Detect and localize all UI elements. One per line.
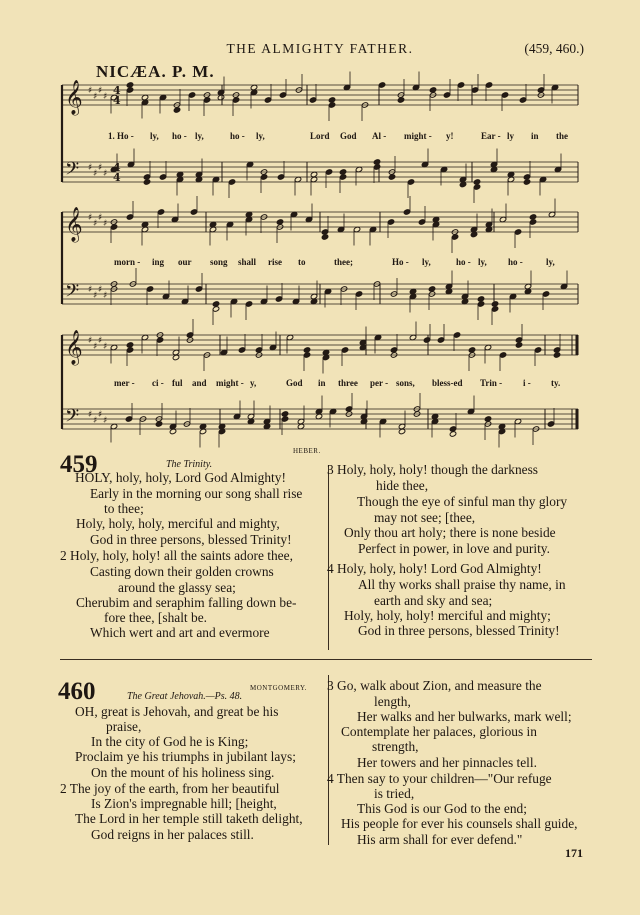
hymn-460-verse-line: On the mount of his holiness sing. bbox=[91, 765, 275, 780]
note-head bbox=[499, 352, 506, 358]
hymn-459-verse-line: HOLY, holy, holy, Lord God Almighty! bbox=[75, 470, 286, 485]
lyric-syllable: i - bbox=[523, 378, 531, 388]
hymn-460-verse-line: Her walks and her bulwarks, mark well; bbox=[357, 709, 572, 724]
lyric-syllable: ho - bbox=[456, 257, 471, 267]
lyric-syllable: ly bbox=[507, 131, 515, 141]
treble-clef-icon: 𝄞 bbox=[65, 330, 83, 365]
note-head bbox=[443, 92, 450, 98]
hymn-460-verse-line: Contemplate her palaces, glorious in bbox=[341, 724, 537, 739]
hymn-459-verse-line: 2 Holy, holy, holy! all the saints adore thee, bbox=[60, 548, 293, 563]
page-number: 171 bbox=[565, 846, 583, 860]
note-head bbox=[514, 229, 521, 235]
lyric-syllable: per - bbox=[370, 378, 389, 388]
lyric-syllable: the bbox=[556, 131, 568, 141]
sharp-sign-icon: ♯ bbox=[88, 410, 93, 420]
note-head bbox=[110, 224, 117, 230]
note-head bbox=[485, 82, 492, 88]
note-head bbox=[378, 82, 385, 88]
note-head bbox=[457, 82, 464, 88]
lyric-syllable: God bbox=[340, 131, 357, 141]
hymn-459-verse-line: 3 Holy, holy, holy! though the darkness bbox=[327, 462, 538, 477]
lyric-syllable: ing bbox=[152, 257, 165, 267]
note-head bbox=[339, 174, 346, 180]
note-head bbox=[423, 337, 430, 343]
sharp-sign-icon: ♯ bbox=[93, 291, 98, 301]
lyric-syllable: to bbox=[298, 257, 306, 267]
note-head bbox=[453, 332, 460, 338]
lyric-syllable: 1. Ho - bbox=[108, 131, 134, 141]
hymn-460-verse-line: God reigns in her palaces still. bbox=[91, 827, 254, 842]
lyric-syllable: Trin - bbox=[480, 378, 503, 388]
lyric-syllable: ty. bbox=[551, 378, 561, 388]
note-head bbox=[146, 286, 153, 292]
bass-clef-icon: 𝄢 bbox=[65, 406, 80, 431]
sharp-sign-icon: ♯ bbox=[103, 342, 108, 352]
hymn-459-verse-line: Casting down their golden crowns bbox=[90, 564, 274, 579]
note-head bbox=[232, 97, 239, 103]
lyric-syllable: ci - bbox=[152, 378, 164, 388]
hymn-459-verse-line: Holy, holy, holy, merciful and mighty, bbox=[76, 516, 280, 531]
sharp-sign-icon: ♯ bbox=[103, 291, 108, 301]
sharp-sign-icon: ♯ bbox=[98, 336, 103, 346]
hymn-459-verse-line: Which wert and art and evermore bbox=[90, 625, 270, 640]
hymn-459-verse-line: around the glassy sea; bbox=[118, 580, 236, 595]
lyric-syllable: ly, bbox=[422, 257, 431, 267]
sharp-sign-icon: ♯ bbox=[88, 213, 93, 223]
lyric-syllable: ly, bbox=[195, 131, 204, 141]
note-head bbox=[260, 174, 267, 180]
sharp-sign-icon: ♯ bbox=[98, 285, 103, 295]
hymn-460-verse-line: In the city of God he is King; bbox=[91, 734, 249, 749]
lyric-syllable: ful bbox=[172, 378, 183, 388]
hymn-459-verse-line: Perfect in power, in love and purity. bbox=[358, 541, 550, 556]
hymn-460-verse-line: The Lord in her temple still taketh delight, bbox=[75, 811, 303, 826]
note-head bbox=[190, 209, 197, 215]
lyric-syllable: ly, bbox=[478, 257, 487, 267]
note-head bbox=[515, 342, 522, 348]
time-signature-denominator: 4 bbox=[113, 171, 121, 184]
note-head bbox=[238, 347, 245, 353]
sharp-sign-icon: ♯ bbox=[93, 416, 98, 426]
note-head bbox=[534, 347, 541, 353]
lyric-syllable: y! bbox=[446, 131, 454, 141]
lyric-syllable: three bbox=[338, 378, 358, 388]
note-head bbox=[303, 352, 310, 358]
note-head bbox=[281, 416, 288, 422]
note-head bbox=[159, 174, 166, 180]
note-head bbox=[553, 352, 560, 358]
time-signature-denominator: 4 bbox=[113, 94, 121, 107]
hymn-459-verse-line: God in three persons, blessed Trinity! bbox=[90, 532, 292, 547]
hymn-459-verse-line: Though the eye of sinful man thy glory bbox=[357, 494, 568, 509]
lyric-syllable: shall bbox=[238, 257, 257, 267]
hymn-460-verse-line: 3 Go, walk about Zion, and measure the bbox=[327, 678, 542, 693]
hymn-459-verse-line: Holy, holy, holy! merciful and mighty; bbox=[344, 608, 551, 623]
hymn-460-verse-line: strength, bbox=[372, 739, 419, 754]
note-head bbox=[501, 92, 508, 98]
note-head bbox=[309, 97, 316, 103]
note-head bbox=[245, 301, 252, 307]
note-head bbox=[325, 169, 332, 175]
lyric-syllable: rise bbox=[268, 257, 282, 267]
sharp-sign-icon: ♯ bbox=[103, 92, 108, 102]
hymn-459-verse-line: hide thee, bbox=[376, 478, 429, 493]
hymn-460-verse-line: 4 Then say to your children—"Our refuge bbox=[327, 771, 552, 786]
lyric-syllable: in bbox=[318, 378, 326, 388]
hymn-460-verse-line: This God is our God to the end; bbox=[357, 801, 527, 816]
lyric-syllable: ly, bbox=[256, 131, 265, 141]
note-head bbox=[328, 102, 335, 108]
hymn-459-verse-line: to thee; bbox=[104, 501, 144, 516]
note-head bbox=[156, 337, 163, 343]
lyric-syllable: God bbox=[286, 378, 303, 388]
note-head bbox=[477, 301, 484, 307]
hymn-459-verse-line: Early in the morning our song shall rise bbox=[90, 486, 303, 501]
sharp-sign-icon: ♯ bbox=[93, 219, 98, 229]
sharp-sign-icon: ♯ bbox=[88, 285, 93, 295]
sharp-sign-icon: ♯ bbox=[93, 342, 98, 352]
hymn-459-verse-line: Only thou art holy; there is none beside bbox=[344, 525, 556, 540]
note-head bbox=[451, 234, 458, 240]
note-head bbox=[397, 97, 404, 103]
hymn-460-verse-line: His arm shall for ever defend." bbox=[357, 832, 523, 847]
sharp-sign-icon: ♯ bbox=[103, 219, 108, 229]
note-head bbox=[542, 291, 549, 297]
note-head bbox=[491, 306, 498, 312]
note-head bbox=[275, 296, 282, 302]
sharp-sign-icon: ♯ bbox=[88, 86, 93, 96]
note-head bbox=[388, 174, 395, 180]
note-head bbox=[126, 347, 133, 353]
time-signature-numerator: 4 bbox=[113, 84, 121, 97]
note-head bbox=[155, 421, 162, 427]
hymn-459-verse-line: may not see; [thee, bbox=[374, 510, 476, 525]
running-header-hymn-range: (459, 460.) bbox=[524, 41, 584, 56]
bass-clef-icon: 𝄢 bbox=[65, 159, 80, 184]
hymn-460-number: 460 bbox=[58, 678, 96, 705]
hymn-460-verse-line: praise, bbox=[106, 719, 142, 734]
lyric-syllable: Ho - bbox=[392, 257, 409, 267]
sharp-sign-icon: ♯ bbox=[88, 336, 93, 346]
lyric-syllable: mer - bbox=[114, 378, 135, 388]
sharp-sign-icon: ♯ bbox=[98, 163, 103, 173]
hymn-459-verse-line: earth and sky and sea; bbox=[374, 593, 493, 608]
sharp-sign-icon: ♯ bbox=[98, 86, 103, 96]
note-head bbox=[157, 209, 164, 215]
column-divider bbox=[328, 675, 329, 845]
note-head bbox=[449, 431, 456, 437]
note-head bbox=[277, 174, 284, 180]
note-head bbox=[355, 291, 362, 297]
hymn-460-verse-line: is tried, bbox=[374, 786, 415, 801]
lyric-syllable: y, bbox=[250, 378, 257, 388]
lyric-syllable: ly, bbox=[150, 131, 159, 141]
hymn-460-verse-line: Proclaim ye his triumphs in jubilant lays; bbox=[75, 749, 296, 764]
column-divider bbox=[328, 465, 329, 650]
note-head bbox=[341, 347, 348, 353]
note-head bbox=[228, 179, 235, 185]
hymn-460-verse-line: Is Zion's impregnable hill; [height, bbox=[91, 796, 277, 811]
hymn-459-verse-line: God in three persons, blessed Trinity! bbox=[358, 623, 560, 638]
note-head bbox=[519, 97, 526, 103]
hymn-460-title: The Great Jehovah.—Ps. 48. bbox=[127, 691, 243, 702]
sharp-sign-icon: ♯ bbox=[98, 410, 103, 420]
hymn-459-number: 459 bbox=[60, 451, 98, 478]
note-head bbox=[188, 92, 195, 98]
lyric-syllable: and bbox=[192, 378, 207, 388]
note-head bbox=[195, 286, 202, 292]
treble-clef-icon: 𝄞 bbox=[65, 207, 83, 242]
tune-name: NICÆA. P. M. bbox=[96, 62, 215, 81]
sharp-sign-icon: ♯ bbox=[103, 169, 108, 179]
note-head bbox=[212, 306, 219, 312]
lyric-syllable: sons, bbox=[396, 378, 415, 388]
note-head bbox=[126, 87, 133, 93]
hymn-460-verse-line: His people for ever his counsels shall guide, bbox=[341, 816, 578, 831]
hymn-459-author: HEBER. bbox=[293, 447, 321, 455]
note-head bbox=[203, 97, 210, 103]
lyric-syllable: song bbox=[210, 257, 228, 267]
time-signature-numerator: 4 bbox=[113, 161, 121, 174]
lyric-syllable: our bbox=[178, 257, 192, 267]
hymn-459-title: The Trinity. bbox=[166, 459, 213, 470]
hymn-459-verse-line: All thy works shall praise thy name, in bbox=[358, 577, 566, 592]
hymn-459-verse-line: fore thee, [shalt be. bbox=[104, 610, 207, 625]
note-head bbox=[387, 219, 394, 225]
lyric-syllable: Al - bbox=[372, 131, 387, 141]
note-head bbox=[418, 219, 425, 225]
note-head bbox=[403, 209, 410, 215]
note-head bbox=[529, 219, 536, 225]
lyric-syllable: Lord bbox=[310, 131, 330, 141]
note-head bbox=[173, 107, 180, 113]
treble-clef-icon: 𝄞 bbox=[65, 80, 83, 115]
note-head bbox=[407, 179, 414, 185]
hymn-460-verse-line: OH, great is Jehovah, and great be his bbox=[75, 704, 279, 719]
sharp-sign-icon: ♯ bbox=[103, 416, 108, 426]
note-head bbox=[143, 179, 150, 185]
lyric-syllable: bless-ed bbox=[432, 378, 463, 388]
lyric-syllable: might - bbox=[216, 378, 244, 388]
lyric-syllable: ho - bbox=[172, 131, 187, 141]
sharp-sign-icon: ♯ bbox=[98, 213, 103, 223]
lyric-syllable: in bbox=[531, 131, 539, 141]
bass-clef-icon: 𝄢 bbox=[65, 281, 80, 306]
note-head bbox=[473, 184, 480, 190]
hymn-separator-rule bbox=[60, 659, 592, 660]
sharp-sign-icon: ♯ bbox=[88, 163, 93, 173]
running-header-title: THE ALMIGHTY FATHER. bbox=[226, 41, 414, 56]
note-head bbox=[126, 214, 133, 220]
hymn-460-author: MONTGOMERY. bbox=[250, 684, 307, 692]
note-head bbox=[547, 421, 554, 427]
sharp-sign-icon: ♯ bbox=[93, 92, 98, 102]
hymn-459-verse-line: Cherubim and seraphim falling down be- bbox=[76, 595, 297, 610]
hymn-460-verse-line: length, bbox=[374, 694, 411, 709]
note-head bbox=[437, 337, 444, 343]
sharp-sign-icon: ♯ bbox=[93, 169, 98, 179]
lyric-syllable: morn - bbox=[114, 257, 141, 267]
hymn-460-verse-line: 2 The joy of the earth, from her beautiful bbox=[60, 781, 280, 796]
note-head bbox=[264, 97, 271, 103]
lyric-syllable: thee; bbox=[334, 257, 353, 267]
note-head bbox=[125, 416, 132, 422]
note-head bbox=[321, 234, 328, 240]
lyric-syllable: Ear - bbox=[481, 131, 501, 141]
note-head bbox=[523, 179, 530, 185]
note-head bbox=[279, 92, 286, 98]
lyric-syllable: ho - bbox=[508, 257, 523, 267]
hymn-459-verse-line: 4 Holy, holy, holy! Lord God Almighty! bbox=[327, 561, 542, 576]
lyric-syllable: ho - bbox=[230, 131, 245, 141]
lyric-syllable: might - bbox=[404, 131, 432, 141]
note-head bbox=[373, 164, 380, 170]
hymn-460-verse-line: Her towers and her pinnacles tell. bbox=[357, 755, 537, 770]
lyric-syllable: ly, bbox=[546, 257, 555, 267]
